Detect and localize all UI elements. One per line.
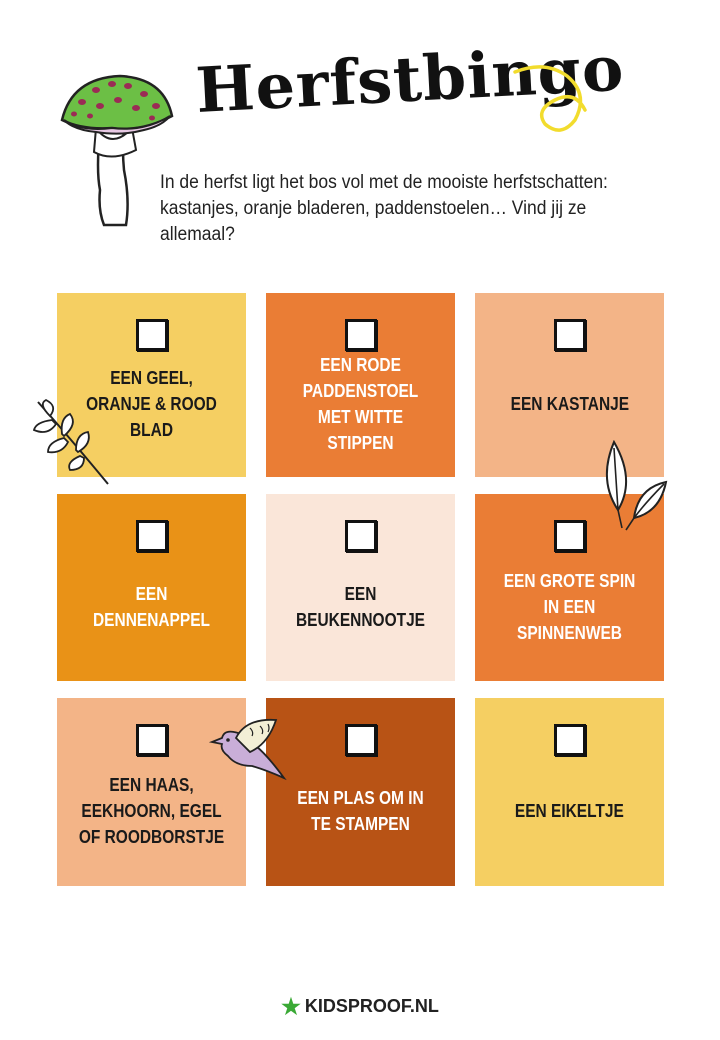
- bingo-cell[interactable]: [266, 494, 455, 681]
- intro-line-2: kastanjes, oranje bladeren, paddenstoelen… Vind jij ze allemaal?: [160, 198, 587, 245]
- bingo-cell-label: EEN GROTE SPIN IN EEN SPINNENWEB: [503, 570, 636, 643]
- bingo-cell-label: EEN DENNENAPPEL: [93, 583, 210, 630]
- checkbox[interactable]: [554, 520, 586, 552]
- leaf-branch-icon: [30, 398, 115, 488]
- bingo-cell-label: EEN GEEL, ORANJE & ROOD BLAD: [86, 368, 217, 440]
- checkbox[interactable]: [136, 319, 168, 351]
- bingo-cell-label: EEN KASTANJE: [510, 394, 629, 414]
- intro-line-1: In de herfst ligt het bos vol met de mooiste herfstschatten:: [160, 172, 608, 193]
- bird-icon: [206, 716, 288, 786]
- bingo-cell-label: EEN EIKELTJE: [515, 801, 624, 821]
- bingo-cell-label: EEN PLAS OM IN TE STAMPEN: [297, 788, 424, 834]
- footer-brand: [0, 994, 720, 1020]
- checkbox[interactable]: [554, 724, 586, 756]
- mushroom-icon: [52, 70, 177, 230]
- bingo-cell[interactable]: [57, 494, 246, 681]
- bingo-cell-label: EEN RODE PADDENSTOEL MET WITTE STIPPEN: [302, 355, 419, 453]
- bingo-cell-label: EEN BEUKENNOOTJE: [295, 583, 426, 630]
- bingo-cell[interactable]: [266, 698, 455, 886]
- swirl-icon: [505, 60, 595, 140]
- intro-text: [160, 170, 648, 248]
- checkbox[interactable]: [554, 319, 586, 351]
- star-icon: ★: [281, 994, 301, 1019]
- checkbox[interactable]: [345, 319, 377, 351]
- checkbox[interactable]: [345, 520, 377, 552]
- page-title: Herfstbingo: [194, 31, 626, 127]
- checkbox[interactable]: [345, 724, 377, 756]
- falling-leaves-icon: [596, 440, 668, 535]
- checkbox[interactable]: [136, 724, 168, 756]
- bingo-cell[interactable]: [266, 293, 455, 477]
- bingo-cell[interactable]: [475, 698, 664, 886]
- brand-name: KIDSPROOF.NL: [304, 996, 439, 1016]
- checkbox[interactable]: [136, 520, 168, 552]
- bingo-cell-label: EEN HAAS, EEKHOORN, EGEL OF ROODBORSTJE: [78, 775, 225, 847]
